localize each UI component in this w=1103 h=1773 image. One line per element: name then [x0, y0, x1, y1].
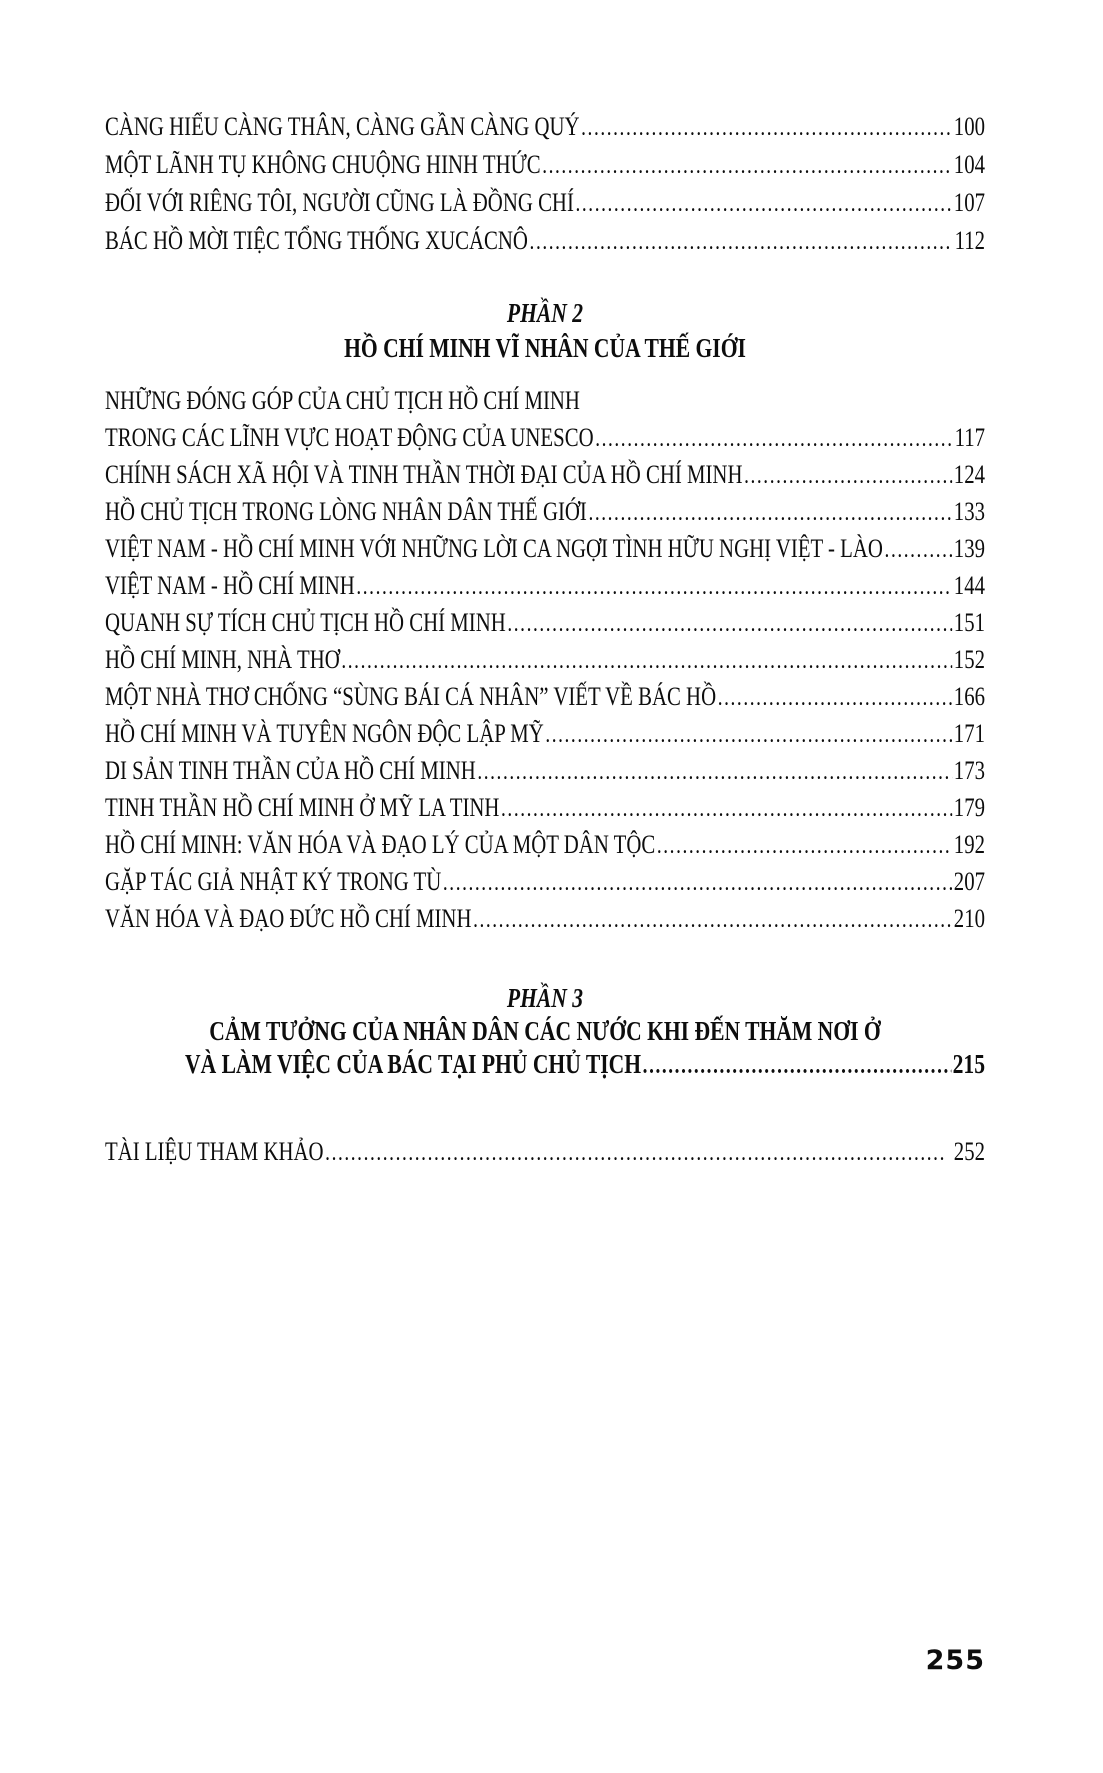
entry-page-number: 100: [953, 112, 985, 141]
toc-entry: [105, 900, 985, 937]
entry-page-number: 144: [953, 571, 985, 600]
toc-entry: [105, 493, 985, 530]
part3-title-entry: [105, 1048, 985, 1081]
dot-leader: [501, 789, 952, 828]
dot-leader: [542, 146, 952, 185]
entry-title: ĐỐI VỚI RIÊNG TÔI, NGƯỜI CŨNG LÀ ĐỒNG CHÍ: [105, 188, 574, 217]
entry-title: HỒ CHÍ MINH, NHÀ THƠ: [105, 645, 340, 674]
entry-page-number: 152: [953, 645, 985, 674]
dot-leader: [545, 715, 952, 754]
toc-entry: [105, 715, 985, 752]
toc-content: [105, 0, 985, 1170]
entry-page-number: 112: [954, 226, 985, 255]
toc-entry: [105, 863, 985, 900]
entry-title: HỒ CHỦ TỊCH TRONG LÒNG NHÂN DÂN THẾ GIỚI: [105, 497, 587, 526]
dot-leader: [530, 222, 953, 261]
dot-leader: [885, 530, 953, 569]
entry-page-number: 104: [953, 150, 985, 179]
entry-page-number: 171: [953, 719, 985, 748]
entry-title: TINH THẦN HỒ CHÍ MINH Ở MỸ LA TINH: [105, 793, 500, 822]
toc-entry: [105, 641, 985, 678]
entry-title: VĂN HÓA VÀ ĐẠO ĐỨC HỒ CHÍ MINH: [105, 904, 472, 933]
dot-leader: [643, 1048, 951, 1083]
entry-title: GẶP TÁC GIẢ NHẬT KÝ TRONG TÙ: [105, 867, 442, 896]
dot-leader: [588, 493, 952, 532]
dot-leader: [325, 1133, 946, 1172]
entry-title: CHÍNH SÁCH XÃ HỘI VÀ TINH THẦN THỜI ĐẠI CỦA HỒ CHÍ MINH: [105, 460, 743, 489]
entry-title: TRONG CÁC LĨNH VỰC HOẠT ĐỘNG CỦA UNESCO: [105, 423, 594, 452]
dot-leader: [356, 567, 952, 606]
entry-title: VIỆT NAM - HỒ CHÍ MINH: [105, 571, 355, 600]
toc-entry: [105, 419, 985, 456]
toc-entry: [105, 826, 985, 863]
entry-page-number: 117: [954, 423, 985, 452]
entry-title: TÀI LIỆU THAM KHẢO: [105, 1137, 324, 1166]
toc-entry: [105, 530, 985, 567]
entry-page-number: 124: [953, 460, 985, 489]
entry-page-number: 139: [953, 534, 985, 563]
dot-leader: [341, 641, 952, 680]
footer-page-number: 255: [925, 1645, 985, 1676]
toc-entry: [105, 456, 985, 493]
part3-title-line1: CẢM TƯỞNG CỦA NHÂN DÂN CÁC NƯỚC KHI ĐẾN THĂM NƠI Ở: [209, 1016, 881, 1046]
toc-top-block: [105, 108, 985, 260]
dot-leader: [443, 863, 952, 902]
entry-title: BÁC HỒ MỜI TIỆC TỔNG THỐNG XUCÁCNÔ: [105, 226, 528, 255]
entry-page-number: 192: [953, 830, 985, 859]
entry-page-number: 215: [952, 1049, 985, 1079]
dot-leader: [473, 900, 952, 939]
dot-leader: [657, 826, 952, 865]
entry-title: DI SẢN TINH THẦN CỦA HỒ CHÍ MINH: [105, 756, 476, 785]
entry-title: MỘT LÃNH TỤ KHÔNG CHUỘNG HINH THỨC: [105, 150, 541, 179]
references-entry: [105, 1133, 985, 1170]
entry-page-number: 210: [953, 904, 985, 933]
toc-entry: [105, 567, 985, 604]
dot-leader: [595, 419, 953, 458]
part2-label: PHẦN 2: [506, 298, 584, 328]
toc-column: [105, 108, 985, 1170]
dot-leader: [477, 752, 952, 791]
toc-entry: [105, 752, 985, 789]
dot-leader: [718, 678, 952, 717]
entry-page-number: 107: [953, 188, 985, 217]
entry-page-number: 207: [953, 867, 985, 896]
part2-entries: [105, 382, 985, 937]
dot-leader: [744, 456, 952, 495]
entry-page-number: 133: [953, 497, 985, 526]
dot-leader: [581, 108, 952, 147]
entry-page-number: 179: [953, 793, 985, 822]
entry-title: VIỆT NAM - HỒ CHÍ MINH VỚI NHỮNG LỜI CA NGỢI TÌNH HỮU NGHỊ VIỆT - LÀO: [105, 534, 883, 563]
entry-title: MỘT NHÀ THƠ CHỐNG “SÙNG BÁI CÁ NHÂN” VIẾT VỀ BÁC HỒ: [105, 682, 717, 711]
entry-title: HỒ CHÍ MINH: VĂN HÓA VÀ ĐẠO LÝ CỦA MỘT DÂN TỘC: [105, 830, 656, 859]
entry-title: HỒ CHÍ MINH VÀ TUYÊN NGÔN ĐỘC LẬP MỸ: [105, 719, 544, 748]
dot-leader: [575, 184, 952, 223]
entry-page-number: 252: [953, 1137, 985, 1166]
entry-page-number: 166: [953, 682, 985, 711]
toc-entry: [105, 184, 985, 222]
toc-entry: [105, 604, 985, 641]
toc-entry: [105, 222, 985, 260]
entry-title: NHỮNG ĐÓNG GÓP CỦA CHỦ TỊCH HỒ CHÍ MINH: [105, 386, 580, 415]
toc-entry: [105, 789, 985, 826]
entry-page-number: 173: [953, 756, 985, 785]
toc-entry-continued: [105, 382, 985, 419]
part3-label: PHẦN 3: [506, 983, 584, 1013]
entry-title: CÀNG HIỂU CÀNG THÂN, CÀNG GẦN CÀNG QUÝ: [105, 112, 580, 141]
part2-title: HỒ CHÍ MINH VĨ NHÂN CỦA THẾ GIỚI: [344, 333, 746, 363]
toc-entry: [105, 108, 985, 146]
toc-entry: [105, 146, 985, 184]
toc-entry: [105, 678, 985, 715]
entry-title: QUANH SỰ TÍCH CHỦ TỊCH HỒ CHÍ MINH: [105, 608, 506, 637]
entry-title: VÀ LÀM VIỆC CỦA BÁC TẠI PHỦ CHỦ TỊCH: [185, 1049, 642, 1079]
dot-leader: [507, 604, 952, 643]
entry-page-number: 151: [953, 608, 985, 637]
